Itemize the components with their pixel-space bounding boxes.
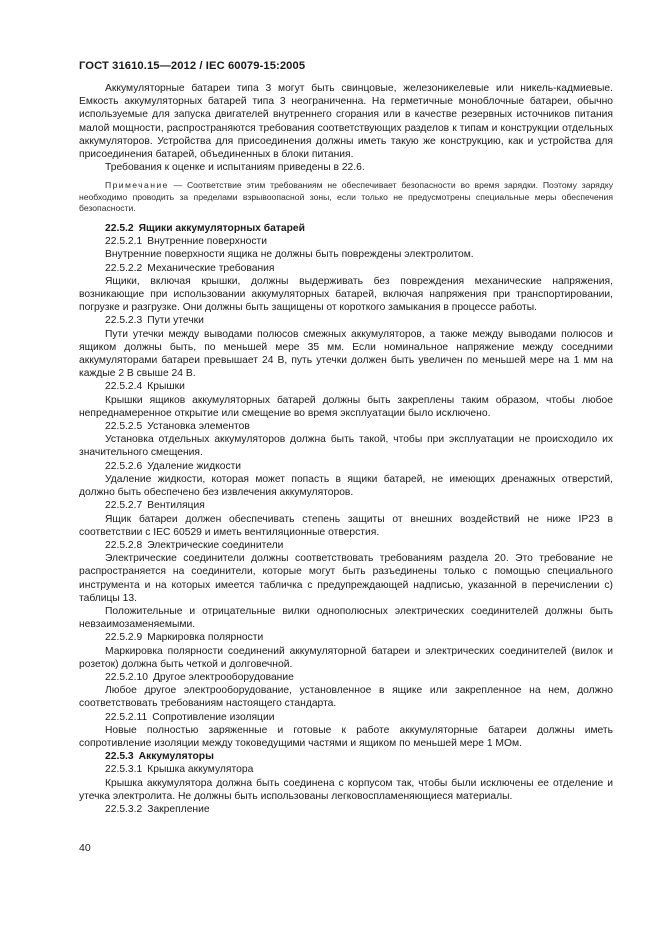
subsection-paragraph: Ящик батареи должен обеспечивать степень защиты от внешних воздействий не ниже IP23 в соответствии с IEC 60529 и иметь вентиляционные отверстия. — [79, 513, 613, 538]
subsection-number: 22.5.2.1 — [105, 236, 143, 248]
subsection-paragraph: Электрические соединители должны соответствовать требованиям раздела 20. Это требование не распространяется на соединители, которые могут быть разъединены только с помощью специального инструмента и на которых имеется табличка с предупреждающей надписью, указанной в перечислении с) таблицы 13. — [79, 553, 613, 604]
subsection-number: 22.5.2.3 — [105, 315, 143, 327]
subsection-paragraph: Положительные и отрицательные вилки однополюсных электрических соединителей должны быть невзаимозаменяемыми. — [79, 605, 613, 631]
subsection-title: Вентиляция — [147, 500, 205, 512]
subsection-paragraph: Пути утечки между выводами полюсов смежных аккумуляторов, а также между выводами полюсов и ящиком должны быть, по меньшей мере 35 мм. Если номинальное напряжение между соседними аккумуляторами батареи превышает 24 В, путь утечки должен быть увеличен по меньшей мере на 1 мм на каждые 2 В свыше 24 В. — [79, 328, 613, 380]
subsection-paragraph: Новые полностью заряженные и готовые к работе аккумуляторные батареи должны иметь сопротивление изоляции между токоведущими частями и ящиком по меньшей мере 1 МОм. — [79, 724, 613, 749]
subsection-heading — [79, 314, 613, 327]
section-heading: 22.5.3 Аккумуляторы — [105, 751, 214, 763]
section-items — [79, 235, 613, 750]
subsection-title: Крышки — [147, 381, 185, 393]
section-heading: 22.5.2 Ящики аккумуляторных батарей — [105, 223, 305, 235]
subsection-title: Внутренние поверхности — [147, 236, 267, 248]
subsection-number: 22.5.2.4 — [105, 381, 143, 393]
subsection-heading — [79, 711, 613, 724]
subsection-title: Маркировка полярности — [147, 632, 264, 644]
subsection-paragraph: Крышки ящиков аккумуляторных батарей должны быть закреплены таким образом, чтобы любое непреднамеренное открытие или смещение во время эксплуатации было исключено. — [79, 394, 613, 419]
subsection-paragraph: Маркировка полярности соединений аккумуляторной батареи и электрических соединителей (вилок и розеток) должна быть четкой и долговечной. — [79, 645, 613, 670]
subsection-heading — [79, 235, 613, 248]
subsection-title: Крышка аккумулятора — [147, 764, 254, 776]
subsection-number: 22.5.3.2 — [105, 803, 143, 815]
subsection-number: 22.5.2.7 — [105, 500, 143, 512]
subsection-number: 22.5.2.10 — [105, 671, 148, 683]
subsection-heading — [79, 803, 613, 816]
subsection-paragraph: Любое другое электрооборудование, установленное в ящике или закрепленное на нем, должно соответствовать требованиям настоящего стандарта. — [79, 685, 613, 710]
note-text: — Соответствие этим требованиям не обеспечивает безопасности во время зарядки. Поэтому зарядку необходимо проводить за пределами взрывоопасной зоны, если только не предусмотрены специальные меры обеспечения безопасности. — [79, 180, 613, 213]
subsection-title: Закрепление — [147, 803, 210, 815]
subsection-title: Механические требования — [147, 262, 275, 274]
subsection-title: Сопротивление изоляции — [152, 711, 275, 723]
subsection-paragraph: Ящики, включая крышки, должны выдерживать без повреждения механические напряжения, возникающие при использовании аккумуляторных батарей, включая напряжения при транспортировании, погрузке и разгрузке. Они должны быть защищены от короткого замыкания в процессе работы. — [79, 275, 613, 314]
page-content — [79, 82, 613, 816]
section-22-5-3 — [79, 750, 613, 816]
page-number: 40 — [79, 842, 91, 854]
subsection-title: Установка элементов — [147, 421, 250, 433]
subsection-paragraph: Крышка аккумулятора должна быть соединена с корпусом так, чтобы были исключены ее отделение и утечка электролита. Не должны быть использованы легковоспламеняющиеся материалы. — [79, 777, 613, 802]
intro-paragraph: Аккумуляторные батареи типа 3 могут быть свинцовые, железоникелевые или никель-кадмиевые. Емкость аккумуляторных батарей типа 3 неограниченна. На герметичные моноблочные батареи, обычно используемые для запуска двигателей внутреннего сгорания или в качестве резервных источников питания малой мощности, распространяются требования соответствующих разделов к типам и конструкции отдельных аккумуляторов. Устройства для присоединения должны иметь такую же конструкцию, как и устройства для присоединения батарей, объединенных в блоки питания. — [79, 83, 613, 161]
subsection-number: 22.5.2.11 — [105, 711, 148, 723]
subsection-heading — [79, 499, 613, 512]
section-items — [79, 763, 613, 816]
intro-paragraph-requirements: Требования к оценке и испытаниям приведены в 22.6. — [105, 162, 365, 174]
subsection-heading — [79, 539, 613, 552]
subsection-number: 22.5.2.5 — [105, 421, 143, 433]
subsection-number: 22.5.2.9 — [105, 632, 143, 644]
subsection-heading — [79, 262, 613, 275]
note — [79, 180, 613, 214]
subsection-number: 22.5.2.8 — [105, 539, 143, 551]
subsection-paragraph: Установка отдельных аккумуляторов должна быть такой, чтобы при эксплуатации не происходило их значительного смещения. — [79, 434, 613, 459]
note-label: Примечание — [105, 180, 169, 191]
subsection-heading — [79, 631, 613, 644]
subsection-heading — [79, 380, 613, 393]
subsection-heading — [79, 420, 613, 433]
section-22-5-2 — [79, 222, 613, 750]
subsection-paragraph: Внутренние поверхности ящика не должны быть повреждены электролитом. — [105, 249, 474, 261]
subsection-number: 22.5.2.2 — [105, 262, 143, 274]
subsection-heading — [79, 763, 613, 776]
subsection-title: Электрические соединители — [147, 539, 284, 551]
document-header: ГОСТ 31610.15—2012 / IEC 60079-15:2005 — [79, 60, 306, 72]
subsection-heading — [79, 671, 613, 684]
subsection-number: 22.5.3.1 — [105, 764, 143, 776]
subsection-title: Пути утечки — [147, 315, 204, 327]
subsection-title: Другое электрооборудование — [152, 671, 294, 683]
subsection-number: 22.5.2.6 — [105, 460, 143, 472]
subsection-paragraph: Удаление жидкости, которая может попасть в ящики батарей, не имеющих дренажных отверстий, должно быть обеспечено без извлечения аккумуляторов. — [79, 473, 613, 499]
subsection-heading — [79, 460, 613, 473]
subsection-title: Удаление жидкости — [147, 460, 242, 472]
